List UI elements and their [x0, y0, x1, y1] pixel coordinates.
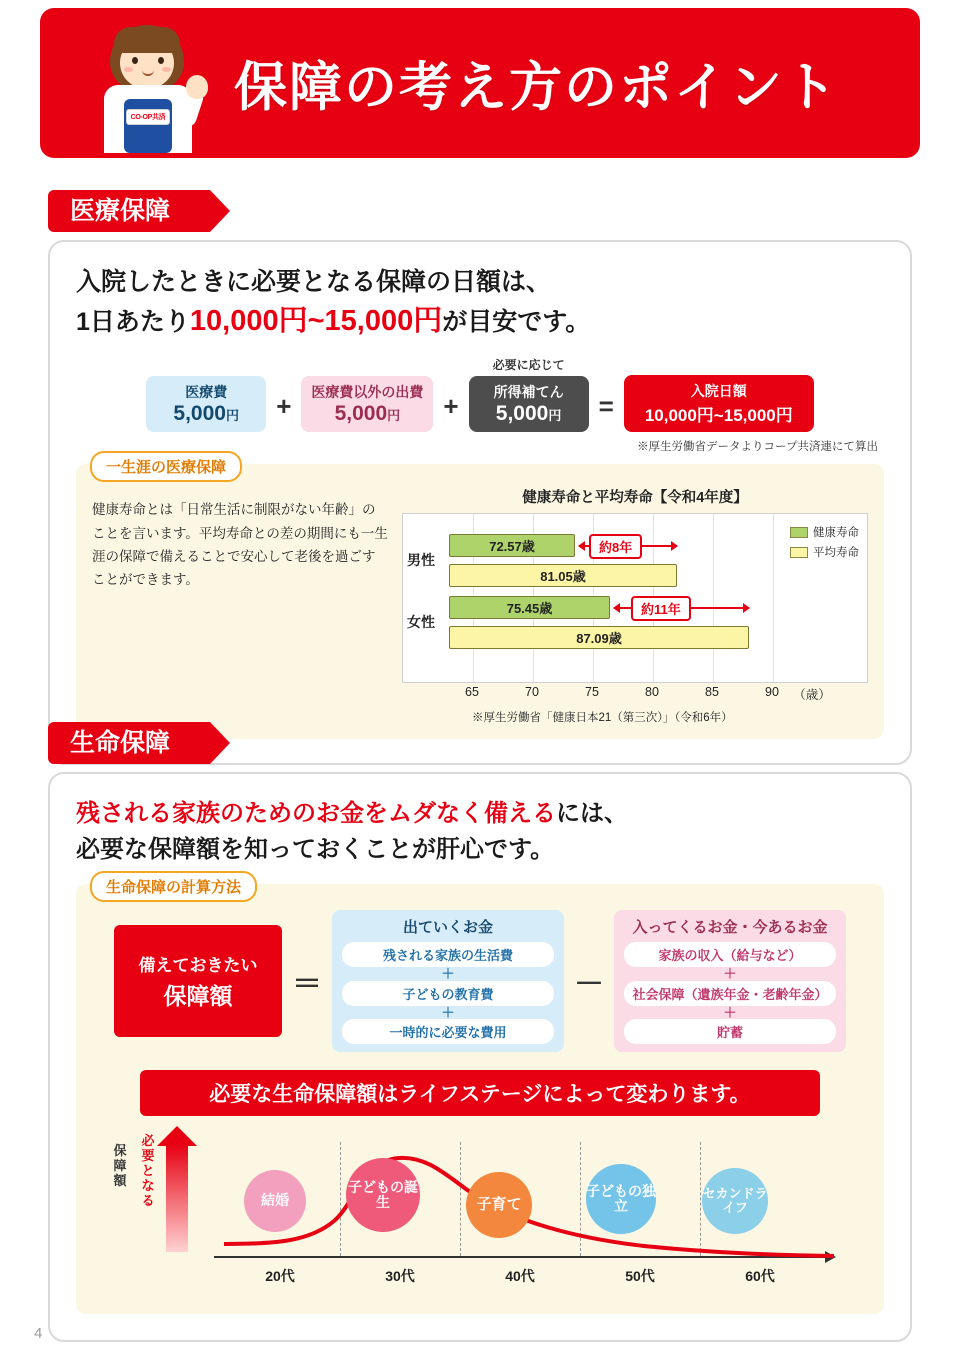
- calc-target-line1: 備えておきたい: [138, 956, 258, 976]
- formula-box3-title: 所得補てん: [493, 384, 564, 401]
- chart-source: ※厚生労働省「健康日本21（第三次）」（令和6年）: [472, 712, 733, 725]
- calc-incoming-item-0: 家族の収入（給与など）: [624, 942, 836, 967]
- stage-event-secondlife: セカンドライフ: [702, 1168, 768, 1234]
- life-lead-post: には、: [556, 800, 628, 827]
- life-section-label: 生命保障: [48, 722, 210, 764]
- medical-lead-post: が目安です。: [442, 308, 591, 337]
- page-number: 4: [34, 1325, 43, 1342]
- formula-box-medical-cost: [146, 376, 266, 432]
- formula-box1-value: 5,000円: [173, 402, 239, 426]
- life-section: [48, 722, 912, 1342]
- calc-incoming-item-2: 貯蓄: [624, 1019, 836, 1044]
- formula-box-result: [624, 375, 814, 432]
- formula-box4-value: 10,000円~15,000円: [644, 406, 793, 426]
- xtick-70: 70: [525, 685, 539, 700]
- life-lead-highlight: 残される家族のためのお金をムダなく備える: [76, 800, 556, 827]
- formula-operator-1: +: [276, 391, 292, 422]
- lifetime-medical-text: 健康寿命とは「日常生活に制限がない年齢」のことを言います。平均寿命との差の期間にも一生涯の保障で備えることで安心して老後を過ごすことができます。: [92, 502, 388, 587]
- annotation-male-gap: 約8年: [589, 534, 642, 559]
- bar-male-healthy: 72.57歳: [449, 534, 575, 557]
- calc-incoming-item-1: 社会保障（遺族年金・老齢年金）: [624, 981, 836, 1006]
- chart-plot-area: [402, 513, 868, 683]
- medical-lead-pre: 1日あたり: [76, 308, 190, 337]
- medical-section-label: 医療保障: [48, 190, 210, 232]
- life-panel: [48, 772, 912, 1342]
- medical-section: [48, 190, 912, 765]
- life-lead: [76, 796, 884, 868]
- calc-incoming-title: 入ってくるお金・今あるお金: [632, 919, 828, 936]
- lifetime-medical-block: [76, 459, 884, 739]
- chart-title: 健康寿命と平均寿命【令和4年度】: [522, 490, 748, 507]
- annotation-female-gap: 約11年: [631, 596, 691, 621]
- stage-decade-40: 40代: [505, 1268, 535, 1285]
- bar-male-average: 81.05歳: [449, 564, 677, 587]
- medical-formula: [76, 356, 884, 432]
- stage-decade-60: 60代: [745, 1268, 775, 1285]
- formula-box3-value: 5,000円: [495, 402, 562, 426]
- stage-up-arrow: [166, 1144, 188, 1252]
- calc-outgoing-item-1: 子どもの教育費: [342, 981, 554, 1006]
- calc-target-amount: [114, 925, 282, 1037]
- coop-badge: CO-OP共済: [126, 109, 170, 125]
- chart-row-label-female: 女性: [407, 614, 435, 631]
- calc-target-line2: 保障額: [163, 983, 233, 1010]
- calc-incoming-plus-0: ＋: [723, 966, 737, 981]
- stage-event-childrearing: 子育て: [466, 1172, 532, 1238]
- formula-need-note: 必要に応じて: [492, 358, 565, 373]
- xtick-90: 90: [765, 685, 779, 700]
- lifetime-medical-tag: 一生涯の医療保障: [90, 451, 242, 482]
- xtick-85: 85: [705, 685, 719, 700]
- stage-yaxis-red-label: 必要となる: [141, 1133, 155, 1209]
- bar-female-healthy: 75.45歳: [449, 596, 610, 619]
- formula-operator-2: +: [443, 391, 459, 422]
- life-stage-chart: [94, 1126, 866, 1294]
- formula-box2-value: 5,000円: [334, 402, 401, 426]
- stage-event-marriage: 結婚: [244, 1170, 306, 1232]
- xtick-75: 75: [585, 685, 599, 700]
- mascot-illustration: [82, 13, 212, 153]
- medical-lead-highlight: 10,000円~15,000円: [189, 305, 443, 338]
- page-title: 保障の考え方のポイント: [234, 58, 839, 117]
- formula-source-note: ※厚生労働省データよりコープ共済連にて算出: [637, 441, 878, 454]
- formula-box-income-support: [469, 376, 589, 432]
- calc-outgoing-item-0: 残される家族の生活費: [342, 942, 554, 967]
- calc-outgoing-item-2: 一時的に必要な費用: [342, 1019, 554, 1044]
- page-header: [40, 8, 920, 158]
- life-calc-tag: 生命保障の計算方法: [90, 871, 257, 902]
- xtick-80: 80: [645, 685, 659, 700]
- calc-outgoing-title: 出ていくお金: [402, 919, 493, 936]
- life-lead-line2: 必要な保障額を知っておくことが肝心です。: [76, 836, 555, 863]
- calc-outgoing-box: [332, 910, 564, 1052]
- legend-average: 平均寿命: [813, 547, 859, 560]
- healthy-lifespan-chart: [402, 486, 868, 725]
- stage-event-childbirth: 子どもの誕生: [346, 1158, 420, 1232]
- calc-minus: －: [574, 968, 604, 1002]
- formula-box1-title: 医療費: [185, 384, 228, 401]
- calc-equals: ＝: [292, 968, 322, 1002]
- life-stage-banner: 必要な生命保障額はライフステージによって変わります。: [140, 1070, 820, 1116]
- formula-box-other-cost: [301, 376, 433, 432]
- stage-event-independence: 子どもの独立: [586, 1164, 656, 1234]
- calc-incoming-plus-1: ＋: [723, 1004, 737, 1020]
- legend-healthy: 健康寿命: [813, 527, 859, 540]
- medical-lead-line1: 入院したときに必要となる保障の日額は、: [76, 268, 552, 296]
- life-lead-line1: [76, 796, 884, 832]
- calc-outgoing-plus-1: ＋: [441, 1004, 455, 1020]
- life-calc-block: [76, 879, 884, 1314]
- chart-row-label-male: 男性: [407, 552, 435, 569]
- formula-operator-3: =: [598, 391, 614, 422]
- calc-incoming-box: [614, 910, 846, 1052]
- chart-x-axis: [402, 683, 868, 703]
- formula-box2-title: 医療費以外の出費: [311, 384, 424, 401]
- stage-decade-50: 50代: [625, 1268, 655, 1285]
- stage-decade-30: 30代: [385, 1268, 415, 1285]
- formula-box4-title: 入院日額: [690, 383, 747, 400]
- medical-panel: [48, 240, 912, 765]
- xtick-65: 65: [465, 685, 479, 700]
- medical-lead-line2: [76, 300, 884, 342]
- stage-yaxis-label: 保障額: [113, 1143, 127, 1189]
- formula-box-income-wrap: [469, 356, 589, 432]
- stage-decade-20: 20代: [265, 1268, 295, 1285]
- xaxis-unit: （歳）: [793, 688, 831, 703]
- bar-female-average: 87.09歳: [449, 626, 749, 649]
- calc-outgoing-plus-0: ＋: [441, 966, 455, 981]
- medical-lead: [76, 264, 884, 342]
- chart-legend: [790, 524, 859, 564]
